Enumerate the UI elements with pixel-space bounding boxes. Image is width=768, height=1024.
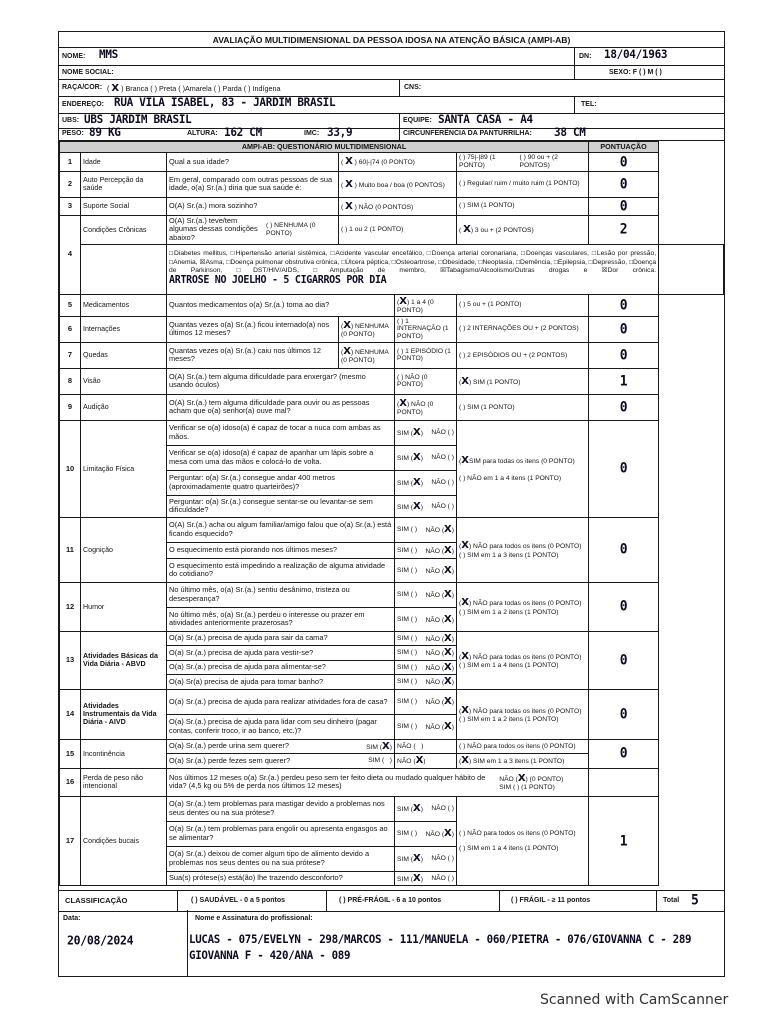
q2-score: 0 — [589, 171, 659, 197]
q11-score: 0 — [589, 517, 659, 582]
q10-score: 0 — [589, 420, 659, 517]
question-row-8 — [60, 368, 724, 394]
q13-item-3: O(a) Sr.(a.) precisa de ajuda para alimentar-se? — [167, 660, 395, 675]
q17-number: 17 — [60, 796, 81, 886]
prof-line-1: LUCAS - 075/EVELYN - 298/MARCOS - 111/MANUELA - 060/PIETRA - 076/GIOVANNA C - 289 — [189, 932, 692, 947]
equipe-value: SANTA CASA - A4 — [438, 112, 533, 127]
question-row-4-list — [60, 244, 724, 294]
q2-question: Em geral, comparado com outras pessoas de sua idade, o(a) Sr.(a.) diria que sua saúde é: — [167, 171, 339, 197]
q2-category: Auto Percepção da saúde — [81, 171, 167, 197]
sexo-label: SEXO: F ( ) M ( ) — [609, 69, 662, 76]
q10-item-3: Perguntar: o(a) Sr.(a.) consegue andar 400 metros (aproximadamente quatro quarteirões)? — [167, 470, 395, 495]
q13-item-4-answer: SIM ( ) NÃO (X) — [395, 675, 457, 690]
prof-label: Nome e Assinatura do profissional: — [195, 915, 313, 923]
q10-item-2: Verificar se o(a) idoso(a) é capaz de apanhar um lápis sobre a mesa com uma das mãos e colocá-lo de volta. — [167, 445, 395, 470]
q11-item-1-answer: SIM ( ) NÃO (X) — [395, 517, 457, 542]
q13-number: 13 — [60, 631, 81, 689]
question-row-4 — [60, 215, 724, 244]
q6-number: 6 — [60, 316, 81, 342]
classificacao-row — [59, 890, 724, 912]
q9-number: 9 — [60, 394, 81, 420]
q9-score: 0 — [589, 394, 659, 420]
question-row-1 — [60, 153, 724, 171]
q17-score: 1 — [589, 796, 659, 886]
q11-options: (X) NÃO para todos os itens (0 PONTO) ( ) SIM em 1 a 3 itens (1 PONTO) — [457, 517, 589, 582]
q1-option-1: ( X ) 60|-|74 (0 PONTO) — [339, 153, 457, 171]
q2-number: 2 — [60, 171, 81, 197]
q3-option-1: ( X ) NÃO (0 PONTOS) — [339, 197, 457, 215]
question-row-14a — [60, 689, 724, 714]
q3-category: Suporte Social — [81, 197, 167, 215]
pontuacao-header: PONTUAÇÃO — [589, 142, 659, 153]
raca-mark: X — [111, 83, 120, 94]
q17-options: ( ) NÃO para todos os itens (0 PONTO) ( ) SIM em 1 a 4 itens (1 PONTO) — [457, 796, 589, 886]
total-label: Total — [663, 897, 680, 905]
camscanner-watermark: Scanned with CamScanner — [540, 992, 729, 1008]
q1-question: Qual a sua idade? — [167, 153, 339, 171]
q9-question: O(A) Sr.(a.) tem alguma dificuldade para ouvir ou as pessoas acham que o(a) senhor(a) ouve mal? — [167, 394, 395, 420]
nome-value: MMS — [99, 47, 118, 62]
raca-options-text: ) Branca ( ) Preta ( )Amarela ( ) Parda ( ) Indígena — [121, 84, 281, 93]
q12-number: 12 — [60, 582, 81, 631]
tel-label: TEL: — [581, 101, 597, 108]
question-row-16 — [60, 768, 724, 796]
q1-score: 0 — [589, 153, 659, 171]
q7-category: Quedas — [81, 342, 167, 368]
q6-option-3: ( ) 2 INTERNAÇÕES OU + (2 PONTOS) — [457, 316, 589, 342]
q13-score: 0 — [589, 631, 659, 689]
q1-number: 1 — [60, 153, 81, 171]
q17-item-3-answer: SIM (X) NÃO ( ) — [395, 846, 457, 871]
q11-item-2-answer: SIM ( ) NÃO (X) — [395, 542, 457, 558]
q15-category: Incontinência — [81, 739, 167, 768]
q14-number: 14 — [60, 689, 81, 739]
q6-score: 0 — [589, 316, 659, 342]
q8-number: 8 — [60, 368, 81, 394]
q10-category: Limitação Física — [81, 420, 167, 517]
dn-label: DN: — [579, 53, 592, 60]
q13-category: Atividades Básicas da Vida Diária - ABVD — [81, 631, 167, 689]
question-row-2 — [60, 171, 724, 197]
q6-option-1: (X) NENHUMA (0 PONTO) — [339, 316, 395, 342]
row-ubs — [59, 114, 724, 129]
raca-label: RAÇA/COR: — [62, 84, 103, 91]
q4-option-2: ( X) 3 ou + (2 PONTOS) — [457, 215, 589, 244]
q11-number: 11 — [60, 517, 81, 582]
question-row-3 — [60, 197, 724, 215]
q5-score: 0 — [589, 294, 659, 316]
q10-item-2-answer: SIM (X) NÃO ( ) — [395, 445, 457, 470]
q11-item-1: O(A) Sr.(a.) acha ou algum familiar/amigo falou que o(a) Sr.(a.) está ficando esquecido? — [167, 517, 395, 542]
question-row-9 — [60, 394, 724, 420]
q17-item-3: O(a) Sr.(a.) deixou de comer algum tipo de alimento devido a problemas nos seus dentes ou na sua prótese? — [167, 846, 395, 871]
q13-item-3-answer: SIM ( ) NÃO (X) — [395, 660, 457, 675]
classificacao-fragil: ( ) FRÁGIL - ≥ 11 pontos — [511, 897, 591, 905]
questionnaire-table — [59, 141, 724, 886]
altura-label: ALTURA: — [187, 130, 218, 137]
q3-score: 0 — [589, 197, 659, 215]
data-value: 20/08/2024 — [67, 932, 134, 948]
q12-category: Humor — [81, 582, 167, 631]
question-row-7 — [60, 342, 724, 368]
q3-number: 3 — [60, 197, 81, 215]
question-row-11a — [60, 517, 724, 542]
imc-value: 33,9 — [327, 125, 353, 140]
q17-item-2-answer: SIM ( ) NÃO (X) — [395, 821, 457, 846]
cns-label: CNS: — [404, 84, 422, 91]
signature-block — [59, 912, 724, 977]
form-title: AVALIAÇÃO MULTIDIMENSIONAL DA PESSOA IDOSA NA ATENÇÃO BÁSICA (AMPI-AB) — [59, 32, 724, 48]
question-row-6 — [60, 316, 724, 342]
q5-option-2: ( ) 5 ou + (1 PONTO) — [457, 294, 589, 316]
q4-score: 2 — [589, 215, 659, 244]
q15-item-2-nao: NÃO (X) — [395, 754, 457, 769]
q7-number: 7 — [60, 342, 81, 368]
q12-item-1-answer: SIM ( ) NÃO (X) — [395, 582, 457, 607]
q14-category: Atividades Instrumentais da Vida Diária - AIVD — [81, 689, 167, 739]
q4-question-cell: O(A) Sr.(a.) teve/tem algumas dessas condições abaixo? ( ) NENHUMA (0 PONTO) — [167, 215, 339, 244]
q14-item-2: O(a) Sr.(a.) precisa de ajuda para lidar com seu dinheiro (pagar contas, conferir troco, ir ao banco, etc.)? — [167, 714, 395, 739]
q7-score: 0 — [589, 342, 659, 368]
q7-option-3: ( ) 2 EPISÓDIOS OU + (2 PONTOS) — [457, 342, 589, 368]
q15-option-1: ( ) NÃO para todos os itens (0 PONTO) — [457, 739, 589, 754]
q5-option-1: (X) 1 a 4 (0 PONTO) — [395, 294, 457, 316]
q2-option-1: ( X ) Muito boa / boa (0 PONTOS) — [339, 171, 457, 197]
question-row-13a — [60, 631, 724, 646]
ampi-ab-form — [58, 31, 725, 977]
q8-score: 1 — [589, 368, 659, 394]
q16-score — [589, 768, 659, 796]
q14-options: (X) NÃO para todas os itens (0 PONTO) ( ) SIM em 1 a 2 itens (1 PONTO) — [457, 689, 589, 739]
q13-item-2-answer: SIM ( ) NÃO (X) — [395, 646, 457, 661]
q4-number: 4 — [60, 215, 81, 294]
row-nome — [59, 48, 724, 66]
q10-item-1-answer: SIM (X) NÃO ( ) — [395, 420, 457, 445]
q15-number: 15 — [60, 739, 81, 768]
q16-category: Perda de peso não intencional — [81, 768, 167, 796]
q14-item-1-answer: SIM ( ) NÃO (X) — [395, 689, 457, 714]
q11-item-2: O esquecimento está piorando nos últimos meses? — [167, 542, 395, 558]
data-label: Data: — [63, 915, 81, 923]
q14-item-1: O(a) Sr.(a.) precisa de ajuda para realizar atividades fora de casa? — [167, 689, 395, 714]
q6-question: Quantas vezes o(a) Sr.(a.) ficou internado(a) nos últimos 12 meses? — [167, 316, 339, 342]
nome-social-label: NOME SOCIAL: — [62, 69, 114, 76]
q15-score: 0 — [589, 739, 659, 768]
q8-option-2: (X) SIM (1 PONTO) — [457, 368, 589, 394]
q10-item-4-answer: SIM (X) NÃO ( ) — [395, 495, 457, 517]
q15-option-2: (X) SIM em 1 a 3 itens (1 PONTO) — [457, 754, 589, 769]
q12-item-2-answer: SIM ( ) NÃO (X) — [395, 607, 457, 631]
section-header: AMPI-AB: QUESTIONÁRIO MULTIDIMENSIONAL — [60, 142, 589, 153]
prof-line-2: GIOVANNA F - 420/ANA - 089 — [189, 948, 351, 963]
q15-item-1-nao: NÃO ( ) — [395, 739, 457, 754]
q7-option-2: ( ) 1 EPISÓDIO (1 PONTO) — [395, 342, 457, 368]
q1-category: Idade — [81, 153, 167, 171]
q12-options: (X) NÃO para todas os itens (0 PONTO) ( ) SIM em 1 a 2 itens (1 PONTO) — [457, 582, 589, 631]
q4-option-1: ( ) 1 ou 2 (1 PONTO) — [339, 215, 457, 244]
q13-item-1: O(a) Sr.(a.) precisa de ajuda para sair da cama? — [167, 631, 395, 646]
q4-condition-list: □Diabetes mellitus, □Hipertensão arterial sistêmica, □Acidente vascular encefálico, □Doença arterial coronariana, □Doenças vasculares, □Lesão por pressão, □Anemia, ☒Asma, □Doença pulmonar obstrutiva crônica, □Úlcera péptica, □Osteoartrose, □Obesidade, □Neoplasia, □Demência, □Epilepsia, □Depressão, □Doença de Parkinson, □DST/HIV/AIDS, □Amputação de membro, ☒Tabagismo/Alcoolismo/Outras drogas e ☒Dor crônica. ARTROSE NO JOELHO - 5 CIGARROS POR DIA — [167, 244, 659, 294]
q6-option-2: ( ) 1 INTERNAÇÃO (1 PONTO) — [395, 316, 457, 342]
question-row-10a — [60, 420, 724, 445]
circ-label: CIRCUNFERÊNCIA DA PANTURRILHA: — [403, 130, 532, 137]
question-row-12a — [60, 582, 724, 607]
peso-value: 89 KG — [89, 125, 121, 140]
q11-category: Cognição — [81, 517, 167, 582]
q11-item-3: O esquecimento está impedindo a realização de alguma atividade do cotidiano? — [167, 558, 395, 582]
q9-option-2: ( ) SIM (1 PONTO) — [457, 394, 589, 420]
row-nome-social — [59, 66, 724, 80]
q7-option-1: (X) NENHUMA (0 PONTO) — [339, 342, 395, 368]
q2-option-2: ( ) Regular/ ruim / muito ruim (1 PONTO) — [457, 171, 589, 197]
q7-question: Quantas vezes o(a) Sr.(a.) caiu nos últimos 12 meses? — [167, 342, 339, 368]
q4-category: Condições Crônicas — [81, 215, 167, 244]
q3-question: O(A) Sr.(a.) mora sozinho? — [167, 197, 339, 215]
endereco-value: RUA VILA ISABEL, 83 - JARDIM BRASIL — [114, 95, 336, 110]
row-medidas — [59, 125, 724, 141]
q6-category: Internações — [81, 316, 167, 342]
classificacao-saudavel: ( ) SAUDÁVEL - 0 a 5 pontos — [191, 897, 285, 905]
q17-item-1: O(a) Sr.(a.) tem problemas para mastigar devido a problemas nos seus dentes ou na sua prótese? — [167, 796, 395, 821]
q8-category: Visão — [81, 368, 167, 394]
q17-item-2: O(a) Sr.(a.) tem problemas para engolir ou apresenta engasgos ao se alimentar? — [167, 821, 395, 846]
q5-question: Quantos medicamentos o(a) Sr.(a.) toma ao dia? — [167, 294, 395, 316]
q13-item-1-answer: SIM ( ) NÃO (X) — [395, 631, 457, 646]
q14-item-2-answer: SIM ( ) NÃO (X) — [395, 714, 457, 739]
q1-options-23: ( ) 75|-|89 (1 PONTO) ( ) 90 ou + (2 PONTOS) — [457, 153, 589, 171]
classificacao-pre-fragil: ( ) PRÉ-FRÁGIL - 6 a 10 pontos — [339, 897, 442, 905]
classificacao-label: CLASSIFICAÇÃO — [65, 896, 128, 906]
altura-value: 162 CM — [224, 125, 262, 140]
q10-item-3-answer: SIM (X) NÃO ( ) — [395, 470, 457, 495]
peso-label: PESO: — [62, 130, 84, 137]
q17-item-4: Sua(s) prótese(s) está(ão) lhe trazendo desconforto? — [167, 871, 395, 886]
question-row-17a — [60, 796, 724, 821]
q17-category: Condições bucais — [81, 796, 167, 886]
q12-score: 0 — [589, 582, 659, 631]
q15-item-1-cell: O(a) Sr.(a.) perde urina sem querer? SIM (X) — [167, 739, 395, 754]
total-value: 5 — [691, 892, 699, 909]
raca-options: ( X ) Branca ( ) Preta ( )Amarela ( ) Parda ( ) Indígena — [107, 83, 281, 94]
q13-options: (X) NÃO para todas os itens (0 PONTO) ( ) SIM em 1 a 4 itens (1 PONTO) — [457, 631, 589, 689]
q13-item-2: O(a) Sr.(a.) precisa de ajuda para vestir-se? — [167, 646, 395, 661]
circ-value: 38 CM — [554, 125, 586, 140]
q16-question-cell: Nos últimos 12 meses o(a) Sr.(a.) perdeu peso sem ter feito dieta ou mudado qualquer hábito de vida? (4,5 kg ou 5% de perda nos últimos 12 meses) NÃO (X) (0 PONTO) SIM ( ) (1 PONTO) — [167, 768, 589, 796]
nome-label: NOME: — [62, 53, 86, 60]
q8-option-1: ( ) NÃO (0 PONTO) — [395, 368, 457, 394]
question-row-5 — [60, 294, 724, 316]
q17-item-1-answer: SIM (X) NÃO ( ) — [395, 796, 457, 821]
q9-category: Audição — [81, 394, 167, 420]
equipe-label: EQUIPE: — [403, 117, 432, 124]
q10-item-1: Verificar se o(a) idoso(a) é capaz de tocar a nuca com ambas as mãos. — [167, 420, 395, 445]
imc-label: IMC: — [304, 130, 320, 137]
ubs-value: UBS JARDIM BRASIL — [84, 112, 192, 127]
q11-item-3-answer: SIM ( ) NÃO (X) — [395, 558, 457, 582]
q12-item-2: No último mês, o(a) Sr.(a.) perdeu o interesse ou prazer em atividades anteriormente prazerosas? — [167, 607, 395, 631]
q10-options: (XSIM para todas os itens (0 PONTO) ( ) NÃO em 1 a 4 itens (1 PONTO) — [457, 420, 589, 517]
q9-option-1: (X) NÃO (0 PONTO) — [395, 394, 457, 420]
q13-item-4: O(a) Sr(a) precisa de ajuda para tomar banho? — [167, 675, 395, 690]
ubs-label: UBS: — [62, 117, 80, 124]
q3-option-2: ( ) SIM (1 PONTO) — [457, 197, 589, 215]
q4-handwritten-note: ARTROSE NO JOELHO - 5 CIGARROS POR DIA — [169, 274, 387, 287]
q5-category: Medicamentos — [81, 294, 167, 316]
q16-number: 16 — [60, 768, 81, 796]
q8-question: O(A) Sr.(a.) tem alguma dificuldade para enxergar? (mesmo usando óculos) — [167, 368, 395, 394]
q5-number: 5 — [60, 294, 81, 316]
q15-item-2-cell: O(a) Sr.(a.) perde fezes sem querer? SIM ( ) — [167, 754, 395, 769]
q17-item-4-answer: SIM (X) NÃO ( ) — [395, 871, 457, 886]
dn-value: 18/04/1963 — [604, 47, 668, 62]
q10-number: 10 — [60, 420, 81, 517]
q14-score: 0 — [589, 689, 659, 739]
q12-item-1: No último mês, o(a) Sr.(a.) sentiu desânimo, tristeza ou desesperança? — [167, 582, 395, 607]
q10-item-4: Perguntar: o(a) Sr.(a.) consegue sentar-se ou levantar-se sem dificuldade? — [167, 495, 395, 517]
question-row-15a — [60, 739, 724, 754]
endereco-label: ENDEREÇO: — [62, 101, 105, 108]
